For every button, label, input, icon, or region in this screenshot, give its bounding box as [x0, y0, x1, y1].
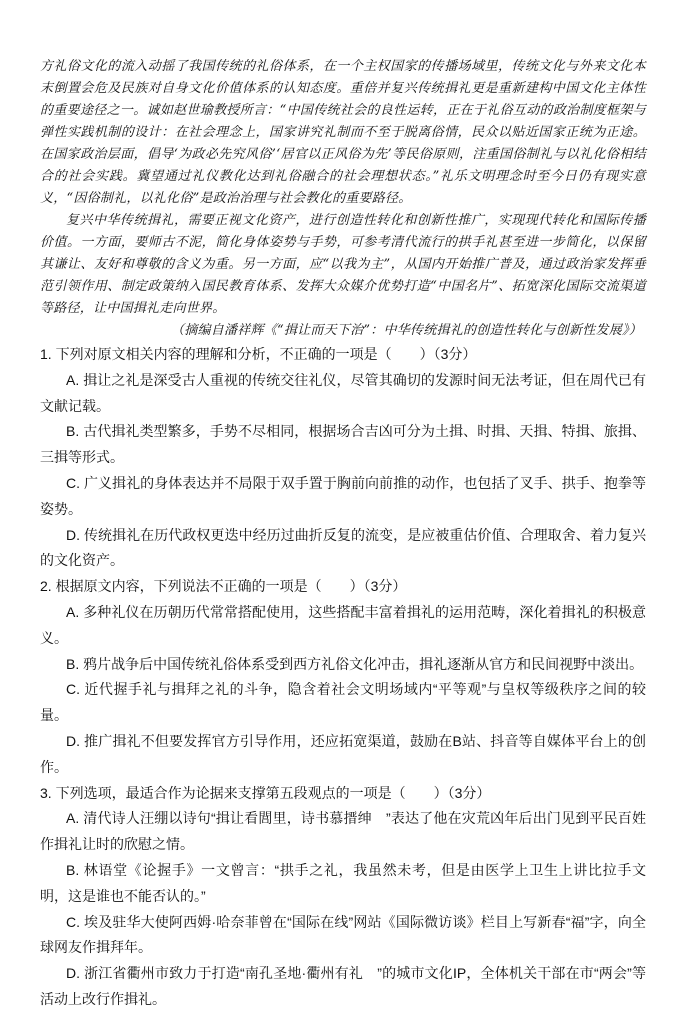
passage-paragraph: 复兴中华传统揖礼，需要正视文化资产，进行创造性转化和创新性推广，实现现代转化和国际传播价值。一方面，要师古不泥，简化身体姿势与手势，可参考清代流行的拱手礼甚至进一步简化，以保留其谦让、友好和尊敬的含义为重。另一方面，应“以我为主”，从国内开始推广普及，通过政治家发挥垂范引领作用、制定政策纳入国民教育体系、发挥大众媒介优势打造“中国名片”、拓宽深化国际交流渠道等路径，让中国揖礼走向世界。 [40, 213, 646, 316]
question-stem: 3. 下列选项，最适合作为论据来支撑第五段观点的一项是（ ）（3分） [40, 784, 491, 801]
option-b: B. 鸦片战争后中国传统礼俗体系受到西方礼俗文化冲击，揖礼逐渐从官方和民间视野中淡出。 [66, 655, 644, 672]
question-list [40, 342, 646, 1013]
question-1 [40, 342, 646, 574]
option-a: A. 揖让之礼是深受古人重视的传统交往礼仪，尽管其确切的发源时间无法考证，但在周代已有文献记载。 [40, 371, 646, 414]
option-c: C. 广义揖礼的身体表达并不局限于双手置于胸前向前推的动作，也包括了叉手、拱手、抱拳等姿势。 [40, 474, 646, 517]
option-b: B. 林语堂《论握手》一文曾言：“拱手之礼，我虽然未考，但是由医学上卫生上讲比拉手文明，这是谁也不能否认的。” [40, 861, 646, 904]
question-3 [40, 781, 646, 1013]
reading-passage [40, 56, 646, 342]
option-a: A. 多种礼仪在历朝历代常常搭配使用，这些搭配丰富着揖礼的运用范畴，深化着揖礼的积极意义。 [40, 603, 646, 646]
question-2 [40, 574, 646, 780]
option-c: C. 埃及驻华大使阿西姆·哈奈菲曾在“国际在线”网站《国际微访谈》栏目上写新春“福”字，向全球网友作揖拜年。 [40, 913, 646, 956]
question-stem: 2. 根据原文内容，下列说法不正确的一项是（ ）（3分） [40, 578, 407, 595]
option-d: D. 浙江省衢州市致力于打造“南孔圣地·衢州有礼 ”的城市文化IP，全体机关干部在市“两会”等活动上改行作揖礼。 [40, 965, 646, 1007]
passage-source: （摘编自潘祥辉《“揖让而天下治”：中华传统揖礼的创造性转化与创新性发展》） [170, 323, 642, 338]
option-b: B. 古代揖礼类型繁多，手势不尽相同，根据场合吉凶可分为土揖、时揖、天揖、特揖、旅揖、三揖等形式。 [40, 423, 646, 466]
question-stem: 1. 下列对原文相关内容的理解和分析，不正确的一项是（ ）（3分） [40, 346, 477, 362]
option-d: D. 传统揖礼在历代政权更迭中经历过曲折反复的流变，是应被重估价值、合理取舍、着力复兴的文化资产。 [40, 526, 646, 569]
option-a: A. 清代诗人汪绷以诗句“揖让看閭里，诗书慕搢绅 ”表达了他在灾荒凶年后出门见到平民百姓作揖礼让时的欣慰之情。 [40, 810, 646, 853]
option-c: C. 近代握手礼与揖拜之礼的斗争，隐含着社会文明场域内“平等观”与皇权等级秩序之间的较量。 [40, 681, 646, 724]
option-d: D. 推广揖礼不但要发挥官方引导作用，还应拓宽渠道，鼓励在B站、抖音等自媒体平台上的创作。 [40, 732, 646, 775]
passage-paragraph: 方礼俗文化的流入动摇了我国传统的礼俗体系，在一个主权国家的传播场域里，传统文化与外来文化本末倒置会危及民族对自身文化价值体系的认知态度。重倍并复兴传统揖礼更是重新建构中国文化主体性的重要途径之一。诚如赵世瑜教授所言：“中国传统社会的良性运转，正在于礼俗互动的政治制度框架与弹性实践机制的设计：在社会理念上，国家讲究礼制而不至于脱离俗情，民众以贴近国家正统为正途。在国家政治层面，倡导‘为政必先究风俗’‘居官以正风俗为先’等民俗原则，注重国俗制礼与以礼化俗相结合的社会实践。冀望通过礼仪教化达到礼俗融合的社会理想状态。”礼乐文明理念时至今日仍有现实意义，“因俗制礼，以礼化俗”是政治治理与社会教化的重要路径。 [40, 59, 646, 206]
